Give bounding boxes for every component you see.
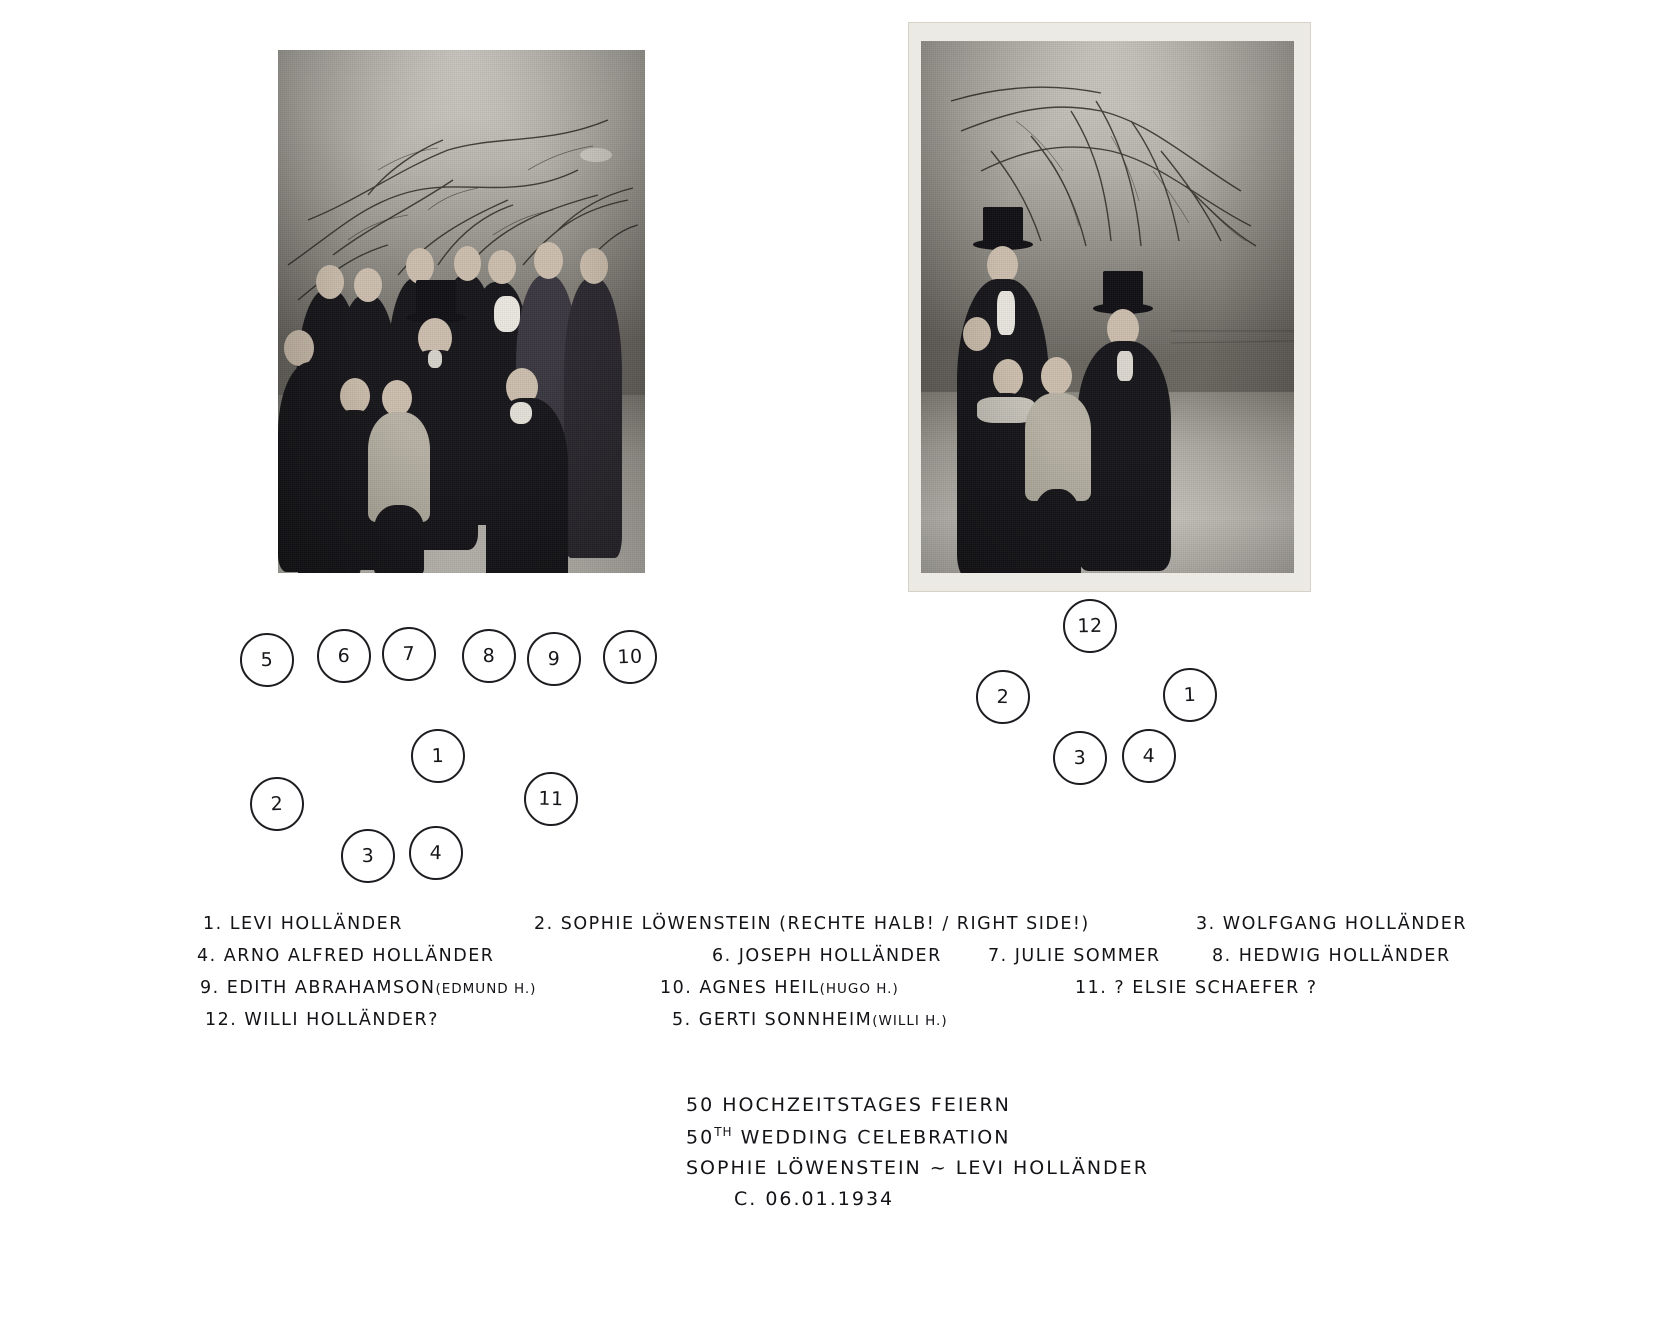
- legend-entry: [712, 946, 942, 966]
- marker-right-4: 4: [1121, 728, 1176, 783]
- caption-line-german: 50 HOCHZEITSTAGES FEIERN: [686, 1094, 1011, 1116]
- legend-row: [0, 914, 1670, 948]
- legend-entry: [205, 1010, 439, 1030]
- legend-entry: [988, 946, 1161, 966]
- photo-right-image: [921, 41, 1294, 573]
- legend-entry-subtext: (EDMUND H.): [435, 981, 537, 997]
- marker-right-2: 2: [975, 669, 1030, 724]
- legend-entry-text: 4. ARNO ALFRED HOLLÄNDER: [197, 946, 495, 966]
- legend-entry-text: 1. LEVI HOLLÄNDER: [203, 914, 403, 934]
- legend-entry-text: 6. JOSEPH HOLLÄNDER: [712, 946, 942, 966]
- legend-entry-text: 11. ? ELSIE SCHAEFER ?: [1075, 978, 1318, 998]
- marker-right-12: 12: [1063, 599, 1118, 654]
- legend-entry-text: 9. EDITH ABRAHAMSON: [200, 978, 436, 998]
- caption-line-english: 50TH WEDDING CELEBRATION: [686, 1125, 1011, 1149]
- photo-left-figures: [278, 50, 645, 573]
- legend-row: [0, 978, 1670, 1012]
- marker-left-10: 10: [602, 629, 658, 685]
- photo-left-image: [278, 50, 645, 573]
- marker-left-2: 2: [249, 776, 305, 832]
- legend-entry: [200, 978, 536, 998]
- legend-entry-text: 12. WILLI HOLLÄNDER?: [205, 1010, 439, 1030]
- legend-entry: [197, 946, 494, 966]
- legend-row: [0, 1010, 1670, 1044]
- legend-entry: [672, 1010, 948, 1030]
- legend-entry: [1075, 978, 1318, 998]
- marker-left-1: 1: [411, 729, 466, 784]
- caption-line-names: SOPHIE LÖWENSTEIN ~ LEVI HOLLÄNDER: [686, 1157, 1149, 1180]
- photo-left: [270, 48, 663, 579]
- marker-left-3: 3: [341, 829, 396, 884]
- marker-left-11: 11: [523, 771, 578, 826]
- photo-right: [908, 22, 1311, 592]
- marker-left-5: 5: [240, 633, 295, 688]
- marker-right-1: 1: [1162, 667, 1218, 723]
- legend-entry-subtext: (HUGO H.): [819, 981, 899, 997]
- legend-entry-text: 8. HEDWIG HOLLÄNDER: [1212, 946, 1451, 966]
- caption-line-date: C. 06.01.1934: [734, 1188, 895, 1211]
- legend-entry: [534, 914, 1090, 934]
- legend-entry: [1212, 946, 1451, 966]
- marker-left-8: 8: [462, 629, 517, 684]
- legend-entry-text: 10. AGNES HEIL: [660, 978, 820, 998]
- legend-entry-text: 2. SOPHIE LÖWENSTEIN (RECHTE HALB! / RIGHT SIDE!): [534, 914, 1090, 934]
- legend-entry-text: 5. GERTI SONNHEIM: [672, 1010, 873, 1030]
- marker-left-9: 9: [526, 631, 581, 686]
- legend-entry: [1196, 914, 1467, 934]
- marker-left-7: 7: [381, 626, 437, 682]
- legend-entry: [660, 978, 899, 998]
- legend-entry-text: 7. JULIE SOMMER: [988, 946, 1161, 966]
- photo-right-figures: [921, 41, 1294, 573]
- legend-entry-subtext: (WILLI H.): [872, 1013, 948, 1029]
- caption-block: [686, 1094, 1149, 1219]
- marker-left-4: 4: [408, 825, 463, 880]
- marker-left-6: 6: [316, 628, 371, 683]
- legend-row: [0, 946, 1670, 980]
- marker-right-3: 3: [1053, 731, 1108, 786]
- legend-entry-text: 3. WOLFGANG HOLLÄNDER: [1196, 914, 1467, 934]
- legend-entry: [203, 914, 403, 934]
